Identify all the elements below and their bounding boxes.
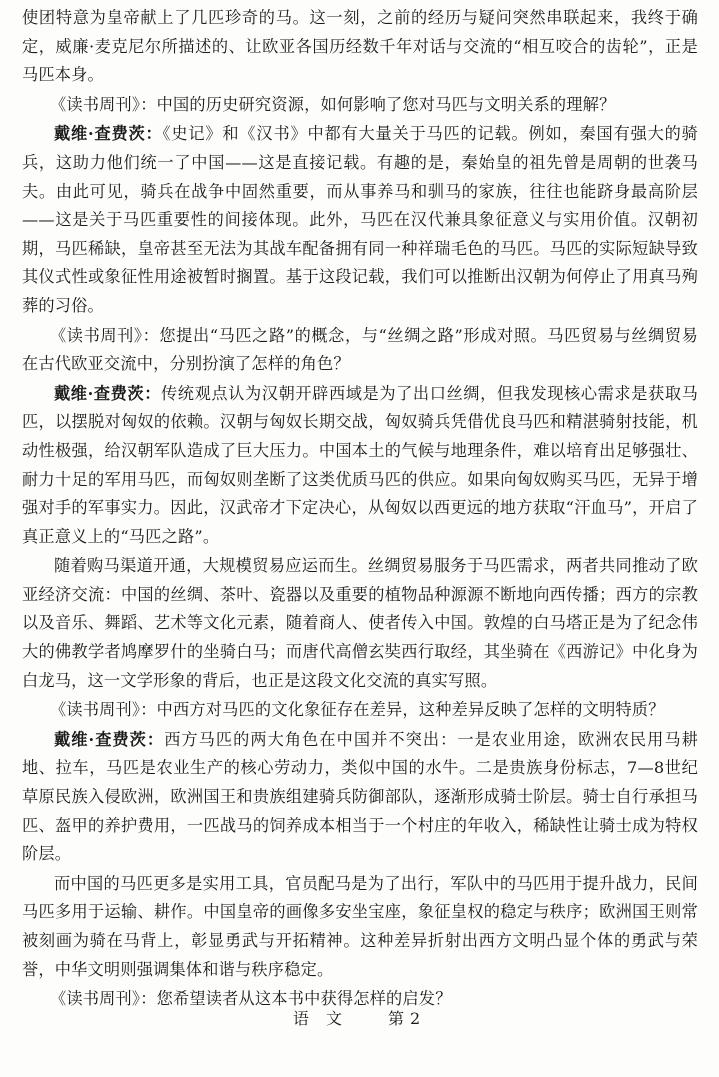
answer-text: 传统观点认为汉朝开辟西域是为了出口丝绸，但我发现核心需求是获取马匹，以摆脱对匈奴的依赖。汉朝与匈奴长期交战，匈奴骑兵凭借优良马匹和精湛骑射技能，机动性极强，给汉朝军队造成了巨大压力。中国本土的气候与地理条件，难以培育出足够强壮、耐力十足的军用马匹，而匈奴则垄断了这类优质马匹的供应。如果向匈奴购买马匹，无异于增强对手的军事实力。因此，汉武帝才下定决心，从匈奴以西更远的地方获取“汗血马”，开启了真正意义上的“马匹之路”。 <box>22 383 698 546</box>
paragraph-body <box>22 870 698 984</box>
page-footer <box>0 1006 719 1029</box>
answer-text: 《史记》和《汉书》中都有大量关于马匹的记载。例如，秦国有强大的骑兵，这助力他们统一了中国——这是直接记载。有趣的是，秦始皇的祖先曾是周朝的世袭马夫。由此可见，骑兵在战争中固然重要，而从事养马和驯马的家族，往往也能跻身最高阶层——这是关于马匹重要性的间接体现。此外，马匹在汉代兼具象征意义与实用价值。汉朝初期，马匹稀缺，皇帝甚至无法为其战车配备拥有同一种祥瑞毛色的马匹。马匹的实际短缺导致其仪式性或象征性用途被暂时搁置。基于这段记载，我们可以推断出汉朝为何停止了用真马殉葬的习俗。 <box>22 124 698 315</box>
paragraph-text: 使团特意为皇帝献上了几匹珍奇的马。这一刻，之前的经历与疑问突然串联起来，我终于确定，威廉·麦克尼尔所描述的、让欧亚各国历经数千年对话与交流的“相互咬合的齿轮”，正是马匹本身。 <box>22 8 698 85</box>
footer-subject: 语 文 <box>292 1009 348 1028</box>
interview-question <box>22 322 698 379</box>
paragraph-body <box>22 552 698 695</box>
question-text: 《读书周刊》：中国的历史研究资源，如何影响了您对马匹与文明关系的理解？ <box>50 94 616 114</box>
paragraph-continuation <box>22 4 698 90</box>
paragraph-text: 而中国的马匹更多是实用工具，官员配马是为了出行，军队中的马匹用于提升战力，民间马匹多用于运输、耕作。中国皇帝的画像多安坐宝座，象征皇权的稳定与秩序；欧洲国王则常被刻画为骑在马背上，彰显勇武与开拓精神。这种差异折射出西方文明凸显个体的勇武与荣誉，中华文明则强调集体和谐与秩序稳定。 <box>22 873 698 979</box>
answer-text: 西方马匹的两大角色在中国并不突出：一是农业用途，欧洲农民用马耕地、拉车，马匹是农业生产的核心劳动力，类似中国的水牛。二是贵族身份标志，7—8世纪草原民族入侵欧洲，欧洲国王和贵族组建骑兵防御部队，逐渐形成骑士阶层。骑士自行承担马匹、盔甲的养护费用，一匹战马的饲养成本相当于一个村庄的年收入，稀缺性让骑士成为特权阶层。 <box>22 729 698 864</box>
article-body <box>22 4 698 1015</box>
question-text: 《读书周刊》：您提出“马匹之路”的概念，与“丝绸之路”形成对照。马匹贸易与丝绸贸易在古代欧亚交流中，分别扮演了怎样的角色？ <box>22 325 698 374</box>
interview-answer <box>22 726 698 869</box>
interview-answer <box>22 120 698 320</box>
interview-question <box>22 696 698 725</box>
interview-question <box>22 91 698 120</box>
speaker-name: 戴维·查费茨： <box>54 124 163 144</box>
paragraph-text: 随着购马渠道开通，大规模贸易应运而生。丝绸贸易服务于马匹需求，两者共同推动了欧亚经济交流：中国的丝绸、茶叶、瓷器以及重要的植物品种源源不断地向西传播；西方的宗教以及音乐、舞蹈、艺术等文化元素，随着商人、使者传入中国。敦煌的白马塔正是为了纪念伟大的佛教学者鸠摩罗什的坐骑白马；而唐代高僧玄奘西行取经，其坐骑在《西游记》中化身为白龙马，这一文学形象的背后，也正是这段文化交流的真实写照。 <box>22 556 698 690</box>
speaker-name: 戴维·查费茨： <box>54 383 162 403</box>
question-text: 《读书周刊》：您希望读者从这本书中获得怎样的启发？ <box>50 989 452 1009</box>
footer-page-number: 第2 <box>387 1009 427 1028</box>
question-text: 《读书周刊》：中西方对马匹的文化象征存在差异，这种差异反映了怎样的文明特质？ <box>50 700 665 720</box>
speaker-name: 戴维·查费茨： <box>54 729 165 749</box>
interview-answer <box>22 380 698 552</box>
